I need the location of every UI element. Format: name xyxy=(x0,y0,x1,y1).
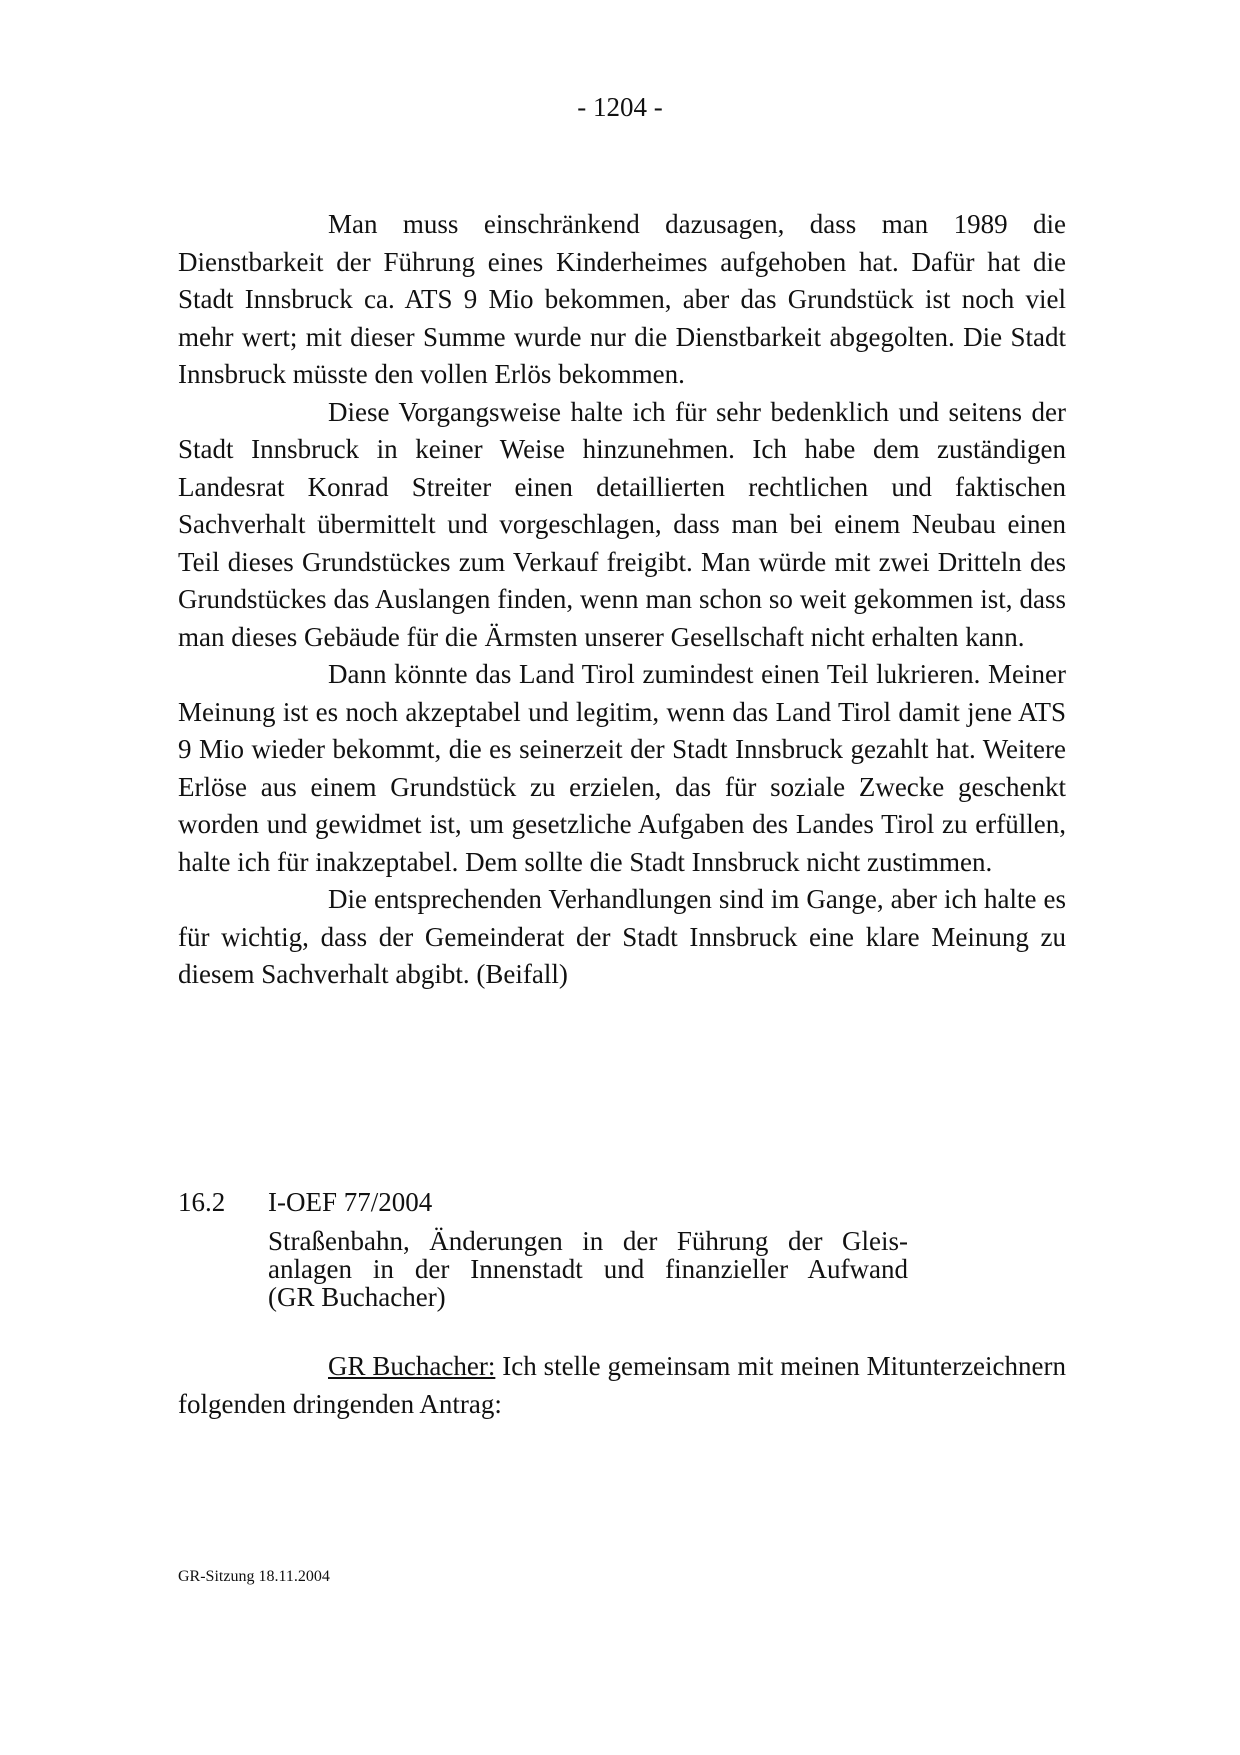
agenda-item-number: 16.2 xyxy=(178,1187,226,1217)
speaker-name: GR Buchacher: xyxy=(328,1351,496,1381)
paragraph: Dann könnte das Land Tirol zumindest einen Teil lukrieren. Meiner Meinung ist es noch akzeptabel und legitim, wenn das Land Tirol damit jene ATS 9 Mio wieder bekommt, die es seinerzeit der Stadt Innsbruck gezahlt hat. Weitere Erlöse aus einem Grundstück zu erzielen, das für soziale Zwecke geschenkt worden und gewidmet ist, um gesetzliche Aufgaben des Landes Tirol zu erfüllen, halte ich für inakzeptabel. Dem sollte die Stadt Innsbruck nicht zustimmen. xyxy=(178,659,1066,877)
speech-text: Ich stelle gemeinsam mit meinen Mitunterzeichnern folgenden dringenden Antrag: xyxy=(178,1351,1066,1419)
agenda-item-subject-line: (GR Buchacher) xyxy=(268,1282,446,1312)
footer: GR-Sitzung 18.11.2004 xyxy=(178,1568,330,1585)
paragraph: Man muss einschränkend dazusagen, dass man 1989 die Dienstbarkeit der Führung eines Kinderheimes aufgehoben hat. Dafür hat die Stadt Innsbruck ca. ATS 9 Mio bekommen, aber das Grundstück ist noch viel mehr wert; mit dieser Summe wurde nur die Dienstbarkeit abgegolten. Die Stadt Innsbruck müsste den vollen Erlös bekommen. xyxy=(178,209,1066,389)
agenda-item-heading xyxy=(178,1184,1066,1221)
agenda-item-subject-line: Straßenbahn, Änderungen in der Führung der Gleis- xyxy=(268,1226,908,1256)
speech-paragraph xyxy=(178,1348,1066,1423)
paragraph: Die entsprechenden Verhandlungen sind im Gange, aber ich halte es für wichtig, dass der Gemeinderat der Stadt Innsbruck eine klare Meinung zu diesem Sachverhalt abgibt. (Beifall) xyxy=(178,884,1066,989)
agenda-item xyxy=(178,1184,1066,1311)
agenda-item-subject xyxy=(268,1227,908,1311)
agenda-item-reference: I-OEF 77/2004 xyxy=(268,1187,433,1217)
paragraph: Diese Vorgangsweise halte ich für sehr bedenklich und seitens der Stadt Innsbruck in keiner Weise hinzunehmen. Ich habe dem zuständigen Landesrat Konrad Streiter einen detaillierten rechtlichen und faktischen Sachverhalt übermittelt und vorgeschlagen, dass man bei einem Neubau einen Teil dieses Grundstückes zum Verkauf freigibt. Man würde mit zwei Dritteln des Grundstückes das Auslangen finden, wenn man schon so weit gekommen ist, dass man dieses Gebäude für die Ärmsten unserer Gesellschaft nicht erhalten kann. xyxy=(178,396,1066,652)
page-number: - 1204 - xyxy=(577,92,663,122)
body-text xyxy=(178,206,1066,994)
agenda-item-subject-line: anlagen in der Innenstadt und finanzieller Aufwand xyxy=(268,1254,908,1284)
